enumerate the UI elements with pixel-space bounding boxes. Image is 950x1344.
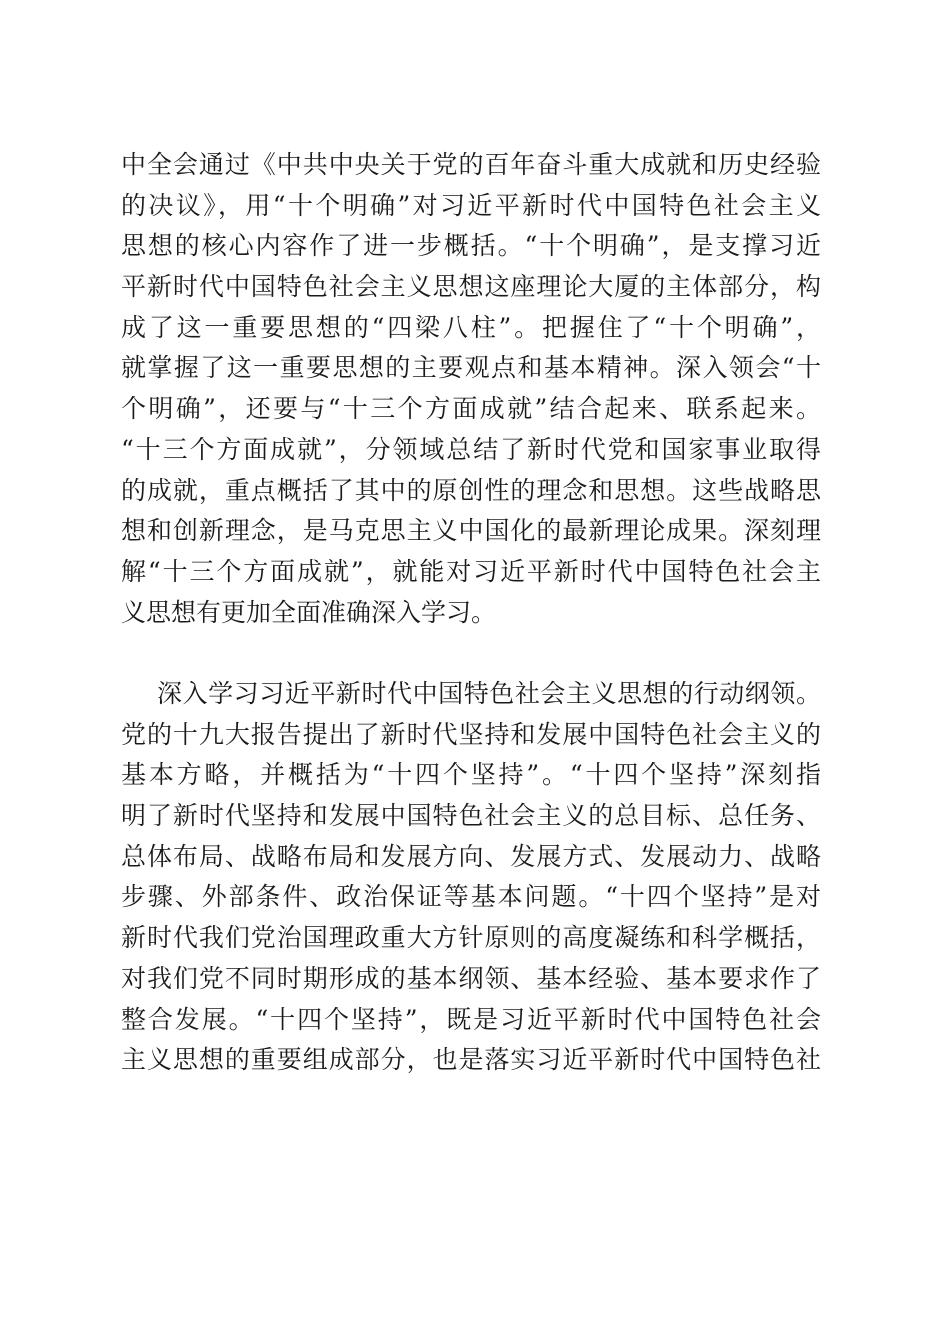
text-line: 个明确”，还要与“十三个方面成就”结合起来、联系起来。 [121, 394, 821, 424]
paragraph-2 [121, 674, 821, 1081]
text-line: “十三个方面成就”，分领域总结了新时代党和国家事业取得 [121, 434, 821, 464]
text-line: 解“十三个方面成就”，就能对习近平新时代中国特色社会主 [121, 556, 821, 586]
text-line: 步骤、外部条件、政治保证等基本问题。“十四个坚持”是对 [121, 882, 821, 912]
text-line: 总体布局、战略布局和发展方向、发展方式、发展动力、战略 [121, 841, 821, 871]
text-line: 基本方略，并概括为“十四个坚持”。“十四个坚持”深刻指 [121, 760, 821, 790]
text-line: 明了新时代坚持和发展中国特色社会主义的总目标、总任务、 [121, 801, 821, 831]
text-line: 就掌握了这一重要思想的主要观点和基本精神。深入领会“十 [121, 353, 821, 383]
text-line: 的决议》，用“十个明确”对习近平新时代中国特色社会主义 [121, 190, 821, 220]
text-line: 思想的核心内容作了进一步概括。“十个明确”，是支撑习近 [121, 231, 821, 261]
text-line: 平新时代中国特色社会主义思想这座理论大厦的主体部分，构 [121, 272, 821, 302]
text-line: 新时代我们党治国理政重大方针原则的高度凝练和科学概括， [121, 923, 821, 953]
paragraph-1 [121, 145, 821, 633]
text-line: 党的十九大报告提出了新时代坚持和发展中国特色社会主义的 [121, 719, 821, 749]
text-line: 想和创新理念，是马克思主义中国化的最新理论成果。深刻理 [121, 516, 821, 546]
text-line: 中全会通过《中共中央关于党的百年奋斗重大成就和历史经验 [121, 150, 821, 179]
text-line: 的成就，重点概括了其中的原创性的理念和思想。这些战略思 [121, 475, 821, 505]
text-line: 主义思想的重要组成部分，也是落实习近平新时代中国特色社 [121, 1045, 821, 1075]
text-line: 成了这一重要思想的“四梁八柱”。把握住了“十个明确”， [121, 312, 821, 342]
text-line: 义思想有更加全面准确深入学习。 [121, 597, 497, 627]
text-line: 对我们党不同时期形成的基本纲领、基本经验、基本要求作了 [121, 963, 821, 993]
text-line: 整合发展。“十四个坚持”，既是习近平新时代中国特色社会 [121, 1004, 821, 1034]
text-line: 深入学习习近平新时代中国特色社会主义思想的行动纲领。 [157, 679, 821, 708]
